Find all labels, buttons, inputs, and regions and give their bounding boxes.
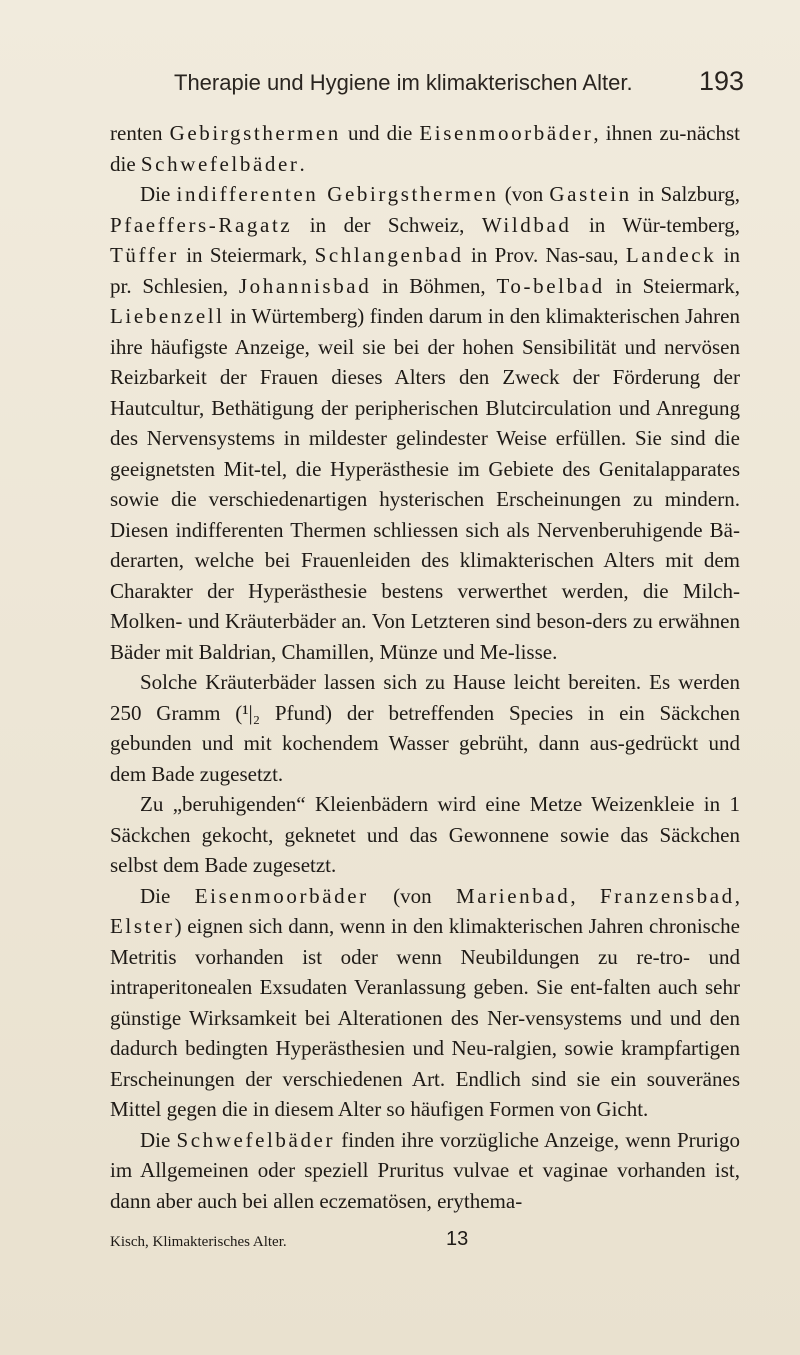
page-number: 193 [698, 66, 744, 96]
text-run: , ihnen zu-nächst die [110, 121, 740, 176]
printer-signature: Kisch, Klimakterisches Alter. [110, 1234, 287, 1250]
paragraph-6 [110, 1125, 740, 1217]
text-run: in Prov. Nas-sau, [463, 243, 626, 267]
spaced-term: Schwefelbäder [176, 1127, 336, 1152]
running-head [174, 66, 744, 100]
text-run: . [299, 151, 305, 176]
text-run: , [570, 883, 601, 908]
paragraph-1 [110, 118, 740, 179]
spaced-term: Tüffer [110, 243, 179, 267]
text-run: Die [140, 1127, 177, 1152]
text-run: in der Schweiz, [292, 212, 482, 237]
spaced-term: Schwefelbäder [140, 151, 300, 176]
spaced-term: Landeck [625, 243, 717, 267]
paragraph-4: Zu „beruhigenden“ Kleienbädern wird eine Metze Weizenkleie in 1 Säckchen gekocht, geknetet und das Gewonnene sowie das Säckchen selbst dem Bade zugesetzt. [110, 792, 740, 877]
spaced-term: Gebirgsthermen [169, 121, 341, 145]
paragraph-5 [110, 881, 740, 1125]
text-run: (von [368, 883, 457, 908]
text-run: finden ihre vorzügliche Anzeige, wenn Prurigo im Allgemeinen oder speziell Pruritus vulvae et vaginae vorhanden ist, dann aber auch bei allen eczematösen, erythema- [110, 1127, 740, 1213]
spaced-term: Johannisbad [238, 273, 372, 298]
spaced-term: indifferenten Gebirgsthermen [176, 182, 499, 206]
paragraph-2 [110, 179, 740, 667]
spaced-term: To-belbad [496, 273, 605, 298]
text-run: in Würtemberg) finden darum in den klimakterischen Jahren ihre häufigste Anzeige, weil sie bei der hohen Sensibilität und nervösen Reizbarkeit der Frauen dieses Alters den Zweck der Förderung der Hautcultur, Bethätigung der peripherischen Blutcirculation und Anregung des Nervensystems in mildester gelindester Weise erfüllen. Sie sind die geeignetsten Mit-tel, die Hyperästhesie im Gebiete des Genitalapparates sowie die verschiedenartigen hysterischen Erscheinungen zu mindern. Diesen indifferenten Thermen schliessen sich als Nervenberuhigende Bä-derarten, welche bei Frauenleiden des klimakterischen Alters mit dem Charakter der Hyperästhesie bestens verwerthet werden, die Milch-Molken- und Kräuterbäder an. Von Letzteren sind beson-ders zu erwähnen Bäder mit Baldrian, Chamillen, Münze und Me-lisse. [110, 304, 740, 664]
text-run: Die [140, 883, 195, 908]
text-run: in Steiermark, [604, 273, 740, 298]
spaced-term: Eisenmoorbäder [419, 121, 594, 145]
spaced-term: Franzensbad [600, 883, 735, 908]
text-run: in Wür-temberg, [571, 212, 740, 237]
spaced-term: Pfaeffers-Ragatz [110, 212, 293, 237]
spaced-term: Elster [110, 914, 175, 938]
text-run: in Steiermark, [178, 243, 315, 267]
text-run: (von [498, 182, 550, 206]
spaced-term: Schlangenbad [314, 243, 464, 267]
text-run: , [734, 883, 741, 908]
spaced-term: Wildbad [481, 212, 572, 237]
page-footer [110, 1228, 740, 1258]
text-run: in Böhmen, [371, 273, 497, 298]
running-head-title: Therapie und Hygiene im klimakterischen Alter. [174, 70, 633, 95]
body-text [110, 118, 740, 1216]
text-run: Die [140, 182, 177, 206]
text-run: ) eignen sich dann, wenn in den klimakterischen Jahren chronische Metritis vorhanden ist oder wenn Neubildungen zu re-tro- und intraperitonealen Exsudaten Veranlassung geben. Sie ent-falten auch sehr günstige Wirksamkeit bei Alterationen des Ner-vensystems und und den dadurch bedingten Hyperästhesien und Neu-ralgien, sowie krampfartigen Erscheinungen der verschiedenen Art. Endlich sind sie ein souveränes Mittel gegen die in diesem Alter so häufigen Formen von Gicht. [110, 914, 740, 1121]
paragraph-3: Solche Kräuterbäder lassen sich zu Hause leicht bereiten. Es werden 250 Gramm (¹|₂ Pfund) der betreffenden Species in ein Säckchen gebunden und mit kochendem Wasser gebrüht, dann aus-gedrückt und dem Bade zugesetzt. [110, 670, 740, 786]
text-run: renten [110, 121, 170, 145]
spaced-term: Marienbad [456, 883, 571, 908]
text-run: und die [340, 121, 420, 145]
sheet-number: 13 [446, 1228, 469, 1250]
spaced-term: Liebenzell [110, 304, 225, 328]
spaced-term: Gastein [549, 182, 632, 206]
text-run: in pr. Schlesien, [110, 243, 740, 298]
text-run: in Salzburg, [631, 182, 741, 206]
spaced-term: Eisenmoorbäder [194, 883, 369, 908]
